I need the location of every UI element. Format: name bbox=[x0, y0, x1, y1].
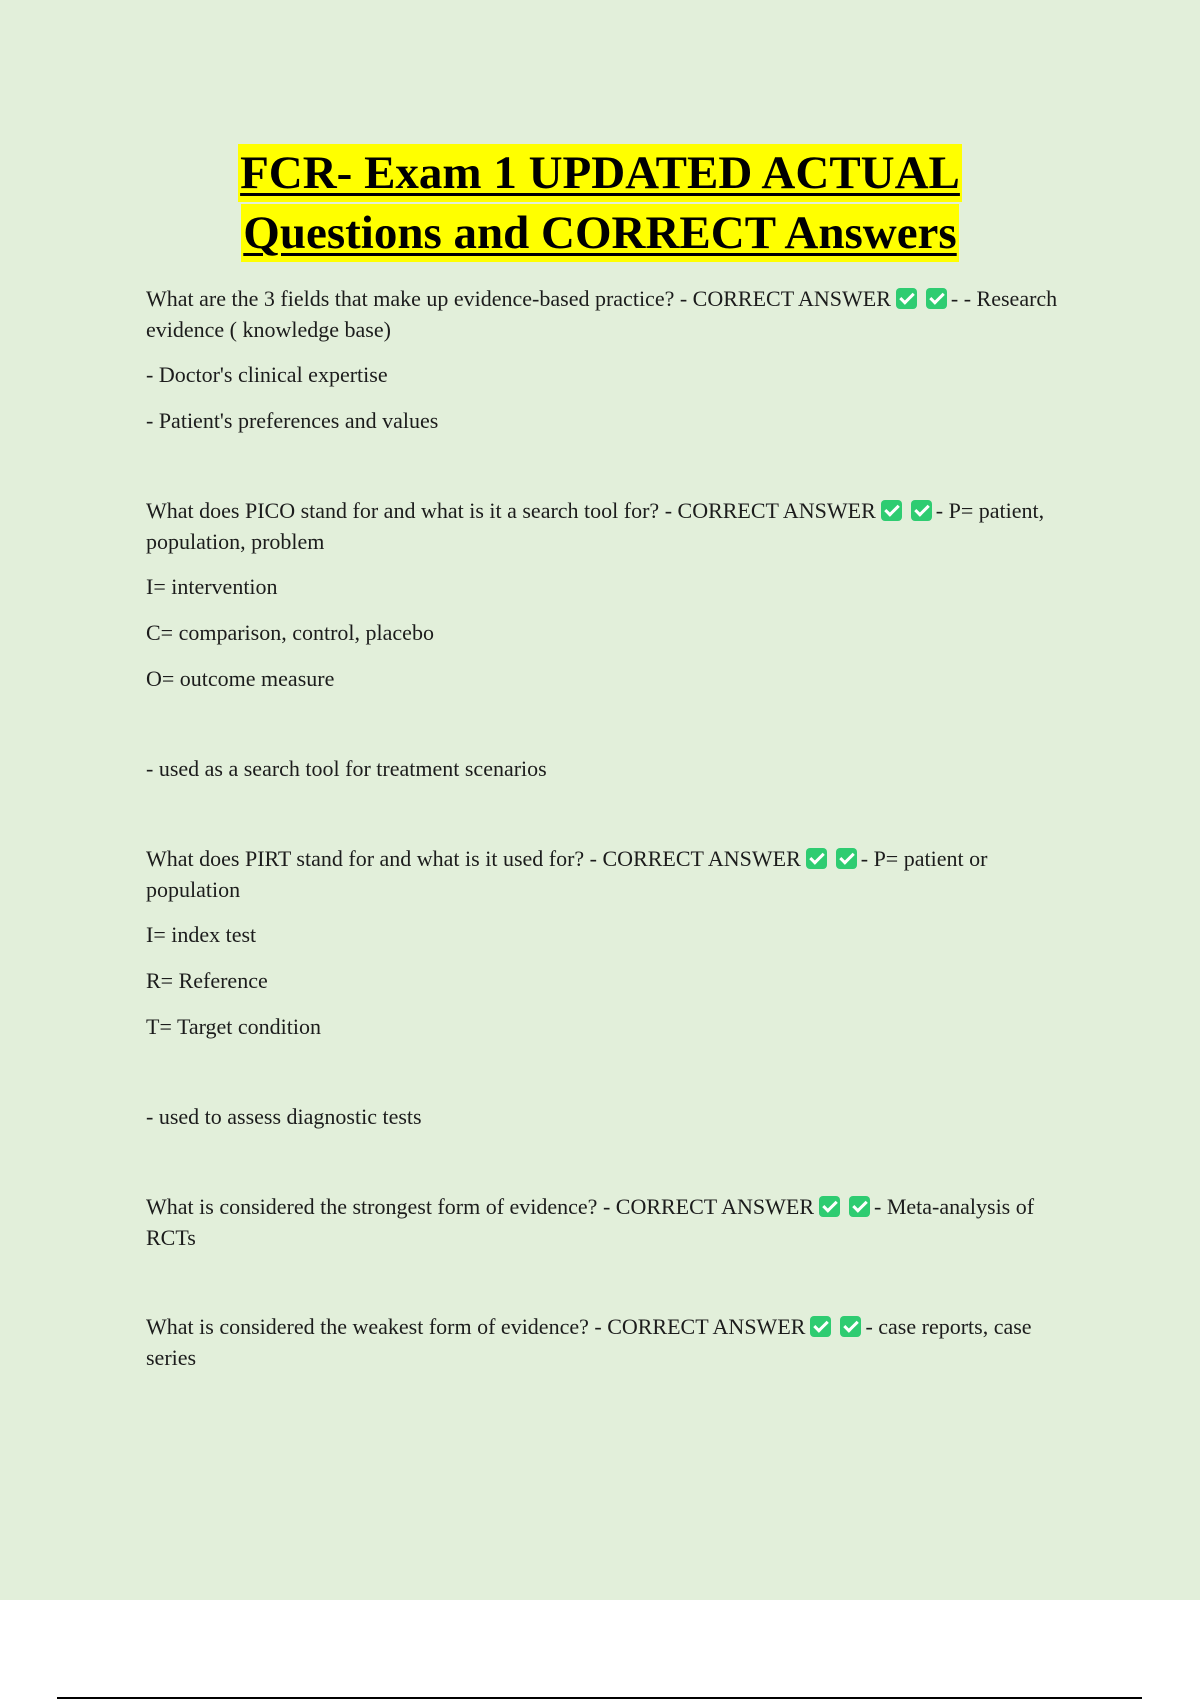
check-mark-icon bbox=[881, 500, 902, 521]
answer-line: R= Reference bbox=[146, 968, 268, 993]
question-text: What does PICO stand for and what is it a search tool for? - CORRECT ANSWER bbox=[146, 498, 876, 523]
answer-note: - used to assess diagnostic tests bbox=[146, 1104, 422, 1129]
check-mark-icon bbox=[926, 288, 947, 309]
title-line-1: FCR- Exam 1 UPDATED ACTUAL bbox=[238, 144, 962, 202]
bottom-divider bbox=[57, 1697, 1142, 1699]
answer-note: - used as a search tool for treatment scenarios bbox=[146, 756, 547, 781]
document-title bbox=[0, 144, 1200, 264]
qa-item-3 bbox=[146, 843, 1080, 905]
check-mark-icon bbox=[810, 1316, 831, 1337]
check-mark-icon bbox=[911, 500, 932, 521]
question-text: What is considered the strongest form of evidence? - CORRECT ANSWER bbox=[146, 1194, 815, 1219]
spacer bbox=[146, 799, 1080, 843]
answer-line: C= comparison, control, placebo bbox=[146, 620, 434, 645]
check-mark-icon bbox=[806, 848, 827, 869]
question-text: What is considered the weakest form of evidence? - CORRECT ANSWER bbox=[146, 1314, 806, 1339]
check-mark-icon bbox=[836, 848, 857, 869]
qa-content bbox=[146, 283, 1080, 1387]
qa-item-5 bbox=[146, 1311, 1080, 1373]
check-mark-icon bbox=[896, 288, 917, 309]
question-text: What are the 3 fields that make up evidence-based practice? - CORRECT ANSWER bbox=[146, 286, 891, 311]
question-text: What does PIRT stand for and what is it used for? - CORRECT ANSWER bbox=[146, 846, 801, 871]
answer-line: - Doctor's clinical expertise bbox=[146, 362, 388, 387]
answer-text: - Meta-analysis of RCTs bbox=[146, 1194, 1035, 1250]
spacer bbox=[146, 1267, 1080, 1311]
spacer bbox=[146, 451, 1080, 495]
qa-item-2 bbox=[146, 495, 1080, 557]
answer-line: T= Target condition bbox=[146, 1014, 322, 1039]
answer-line: I= index test bbox=[146, 922, 257, 947]
answer-text: - P= patient, population, problem bbox=[146, 498, 1045, 554]
spacer bbox=[146, 709, 1080, 753]
answer-text: - - Research evidence ( knowledge base) bbox=[146, 286, 1058, 342]
answer-text: - P= patient or population bbox=[146, 846, 988, 902]
check-mark-icon bbox=[849, 1196, 870, 1217]
qa-item-1 bbox=[146, 283, 1080, 345]
answer-line: O= outcome measure bbox=[146, 666, 335, 691]
answer-text: - case reports, case series bbox=[146, 1314, 1032, 1370]
check-mark-icon bbox=[819, 1196, 840, 1217]
answer-line: I= intervention bbox=[146, 574, 278, 599]
qa-item-4 bbox=[146, 1191, 1080, 1253]
spacer bbox=[146, 1147, 1080, 1191]
answer-line: - Patient's preferences and values bbox=[146, 408, 439, 433]
spacer bbox=[146, 1057, 1080, 1101]
check-mark-icon bbox=[840, 1316, 861, 1337]
title-line-2: Questions and CORRECT Answers bbox=[241, 204, 958, 262]
